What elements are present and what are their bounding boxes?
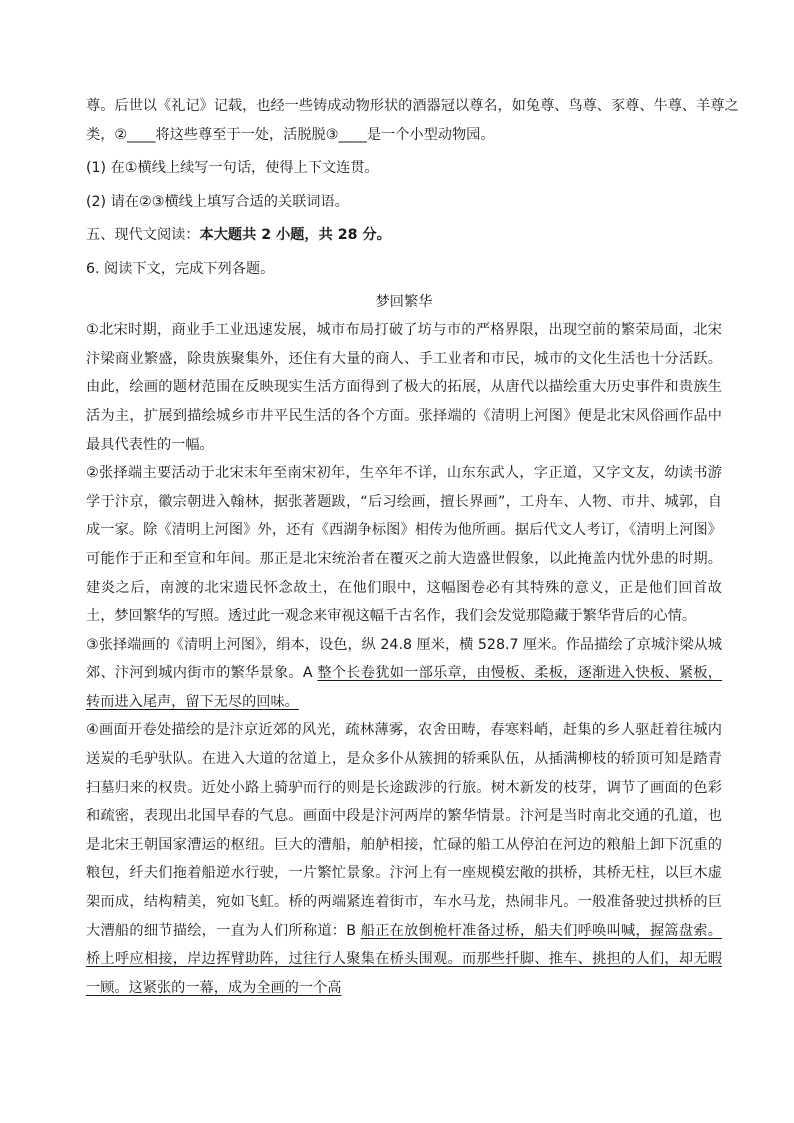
intro-line-1: 尊。后世以《礼记》记载，也经一些铸成动物形状的酒器冠以尊名，如兔尊、鸟尊、豕尊、牛尊、羊尊之 bbox=[86, 98, 739, 114]
article-paragraph-1: ①北宋时期，商业手工业迅速发展，城市布局打破了坊与市的严格界限，出现空前的繁荣局面，北宋汴梁商业繁盛，除贵族聚集外，还住有大量的商人、手工业者和市民，城市的文化生活也十分活跃。由此，绘画的题材范围在反映现实生活方面得到了极大的拓展，从唐代以描绘重大历史事件和贵族生活为主，扩展到描绘城乡市井平民生活的各个方面。张择端的《清明上河图》便是北宋风俗画作品中最具代表性的一幅。 bbox=[86, 322, 722, 453]
question-1: (1) 在①横线上续写一句话，使得上下文连贯。 bbox=[86, 160, 379, 177]
intro-line-2: 类，②____将这些尊至于一处，活脱脱③____是一个小型动物园。 bbox=[86, 126, 495, 143]
underlined-sentence-b: 船正在放倒桅杆准备过桥，船夫们呼唤叫喊，握篙盘索。桥上呼应相接，岸边挥臂助阵，过往行人聚集在桥头围观。而那些扦脚、推车、挑担的人们，却无暇一顾。这紧张的一幕，成为全画的一个高 bbox=[86, 922, 722, 996]
article-paragraph-2: ②张择端主要活动于北宋末年至南宋初年，生卒年不详，山东东武人，字正道，又字文友，幼读书游学于汴京，徽宗朝进入翰林，据张著题跋，“后习绘画，擅长界画”，工舟车、人物、市井、城郭，自成一家。除《清明上河图》外，还有《西湖争标图》相传为他所画。据后代文人考订，《清明上河图》可能作于正和至宣和年间。那正是北宋统治者在覆灭之前大造盛世假象，以此掩盖内忧外患的时期。建炎之后，南渡的北宋遗民怀念故土，在他们眼中，这幅图卷必有其特殊的意义，正是他们回首故土，梦回繁华的写照。透过此一观念来审视这幅千古名作，我们会发觉那隐藏于繁华背后的心情。 bbox=[86, 465, 722, 625]
article-title: 梦回繁华 bbox=[375, 293, 433, 310]
section-5-prefix: 五、现代文阅读： bbox=[86, 227, 200, 244]
section-5-heading bbox=[86, 221, 722, 250]
article-paragraph-4 bbox=[86, 716, 722, 1002]
article-paragraph-4-text: ④画面开卷处描绘的是汴京近郊的风光，疏林薄雾，农舍田畴，春寒料峭，赶集的乡人驱赶着往城内送炭的毛驴驮队。在进入大道的岔道上，是众多仆从簇拥的轿乘队伍，从插满柳枝的轿顶可知是踏青扫墓归来的权贵。近处小路上骑驴而行的则是长途跋涉的行旅。树木新发的枝芽，调节了画面的色彩和疏密，表现出北国早春的气息。画面中段是汴河两岸的繁华情景。汴河是当时南北交通的孔道，也是北宋王朝国家漕运的枢纽。巨大的漕船，舶舻相接，忙碌的船工从停泊在河边的粮船上卸下沉重的粮包，纤夫们拖着船逆水行驶，一片繁忙景象。汴河上有一座规模宏敞的拱桥，其桥无柱，以巨木虚架而成，结构精美，宛如飞虹。桥的两端紧连着街市，车水马龙，热闹非凡。一般准备驶过拱桥的巨大漕船的细节描绘，一直为人们所称道：B bbox=[86, 722, 722, 939]
question-2: (2) 请在②③横线上填写合适的关联词语。 bbox=[86, 193, 349, 210]
article-paragraph-3-text: ③张择端画的《清明上河图》，绢本，设色，纵 24.8 厘米，横 528.7 厘米。作品描绘了京城汴梁从城郊、汴河到城内街市的繁华景象。A bbox=[86, 636, 722, 682]
article-paragraph-3 bbox=[86, 631, 722, 717]
underlined-sentence-a: 整个长卷犹如一部乐章，由慢板、柔板，逐渐进入快板、紧板，转而进入尾声，留下无尽的回味。 bbox=[86, 665, 722, 710]
section-5-bold: 本大题共 2 小题，共 28 分。 bbox=[199, 227, 391, 244]
question-6: 6. 阅读下文，完成下列各题。 bbox=[86, 260, 275, 277]
